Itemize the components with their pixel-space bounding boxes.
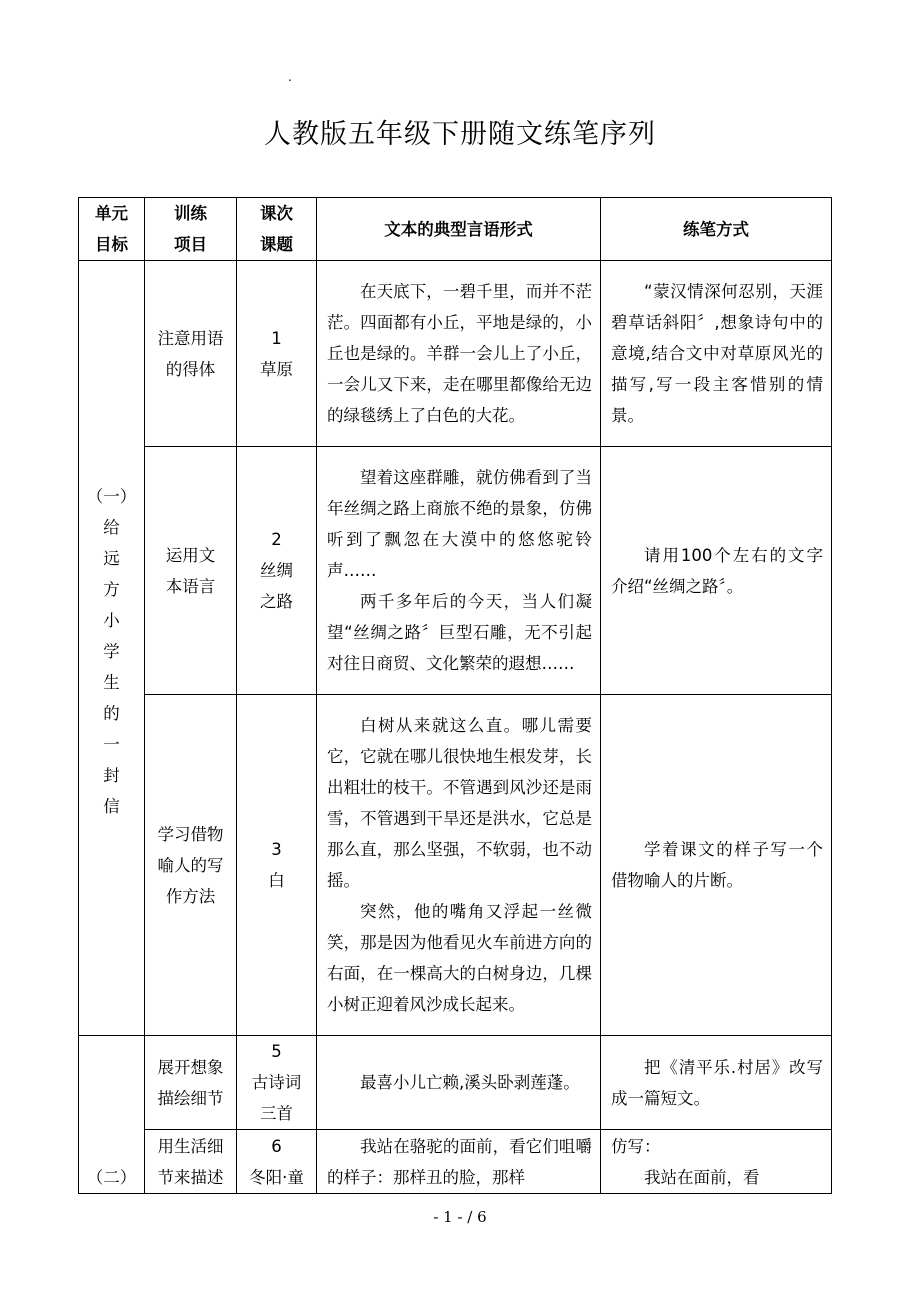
table-row <box>79 695 832 1036</box>
training-cell: 注意用语 的得体 <box>145 261 237 447</box>
header-unit: 单元 目标 <box>79 198 145 261</box>
method-cell: 学着课文的样子写一个借物喻人的片断。 <box>601 695 832 1036</box>
method-cell: “蒙汉情深何忍别，天涯碧草话斜阳〞,想象诗句中的意境,结合文中对草原风光的描写,写一段主客惜别的情景。 <box>601 261 832 447</box>
table-row <box>79 1130 832 1194</box>
method-cell: 仿写： 我站在面前，看 <box>601 1130 832 1194</box>
training-cell: 用生活细 节来描述 <box>145 1130 237 1194</box>
text-form-cell: 在天底下，一碧千里，而并不茫茫。四面都有小丘，平地是绿的，小丘也是绿的。羊群一会儿上了小丘，一会儿又下来，走在哪里都像给无边的绿毯绣上了白色的大花。 <box>317 261 601 447</box>
header-training: 训练 项目 <box>145 198 237 261</box>
training-cell: 展开想象 描绘细节 <box>145 1036 237 1130</box>
text-form-cell: 最喜小儿亡赖,溪头卧剥莲蓬。 <box>317 1036 601 1130</box>
header-text-form: 文本的典型言语形式 <box>317 198 601 261</box>
lesson-cell: 2 丝绸 之路 <box>237 447 317 695</box>
lesson-cell: 3 白 <box>237 695 317 1036</box>
document-title: 人教版五年级下册随文练笔序列 <box>264 119 656 150</box>
unit-cell-1: （一） 给 远 方 小 学 生 的 一 封 信 <box>79 261 145 1036</box>
table-header-row <box>79 198 832 261</box>
text-form-cell: 我站在骆驼的面前，看它们咀嚼的样子：那样丑的脸，那样 <box>317 1130 601 1194</box>
lesson-cell: 1 草原 <box>237 261 317 447</box>
method-cell: 把《清平乐.村居》改写成一篇短文。 <box>601 1036 832 1130</box>
exercise-table <box>78 197 832 1194</box>
page-number: - 1 - / 6 <box>433 1208 487 1226</box>
training-cell: 运用文 本语言 <box>145 447 237 695</box>
lesson-cell: 6 冬阳·童 <box>237 1130 317 1194</box>
page-mark: . <box>288 70 292 84</box>
method-cell: 请用100个左右的文字介绍“丝绸之路〞。 <box>601 447 832 695</box>
table-row <box>79 1036 832 1130</box>
unit-cell-2: （二） <box>79 1036 145 1194</box>
text-form-cell: 白树从来就这么直。哪儿需要它，它就在哪儿很快地生根发芽，长出粗壮的枝干。不管遇到风沙还是雨雪，不管遇到干旱还是洪水，它总是那么直，那么坚强，不软弱，也不动摇。 突然，他的嘴角又浮起一丝微笑，那是因为他看见火车前进方向的右面，在一棵高大的白树身边，几棵小树正迎着风沙成长起来。 <box>317 695 601 1036</box>
header-method: 练笔方式 <box>601 198 832 261</box>
lesson-cell: 5 古诗词 三首 <box>237 1036 317 1130</box>
table-row <box>79 447 832 695</box>
header-lesson: 课次 课题 <box>237 198 317 261</box>
table-row <box>79 261 832 447</box>
text-form-cell: 望着这座群雕，就仿佛看到了当年丝绸之路上商旅不绝的景象，仿佛听到了飘忽在大漠中的悠悠驼铃声…… 两千多年后的今天，当人们凝望“丝绸之路〞巨型石雕，无不引起对往日商贸、文化繁荣的遐想…… <box>317 447 601 695</box>
training-cell: 学习借物 喻人的写 作方法 <box>145 695 237 1036</box>
